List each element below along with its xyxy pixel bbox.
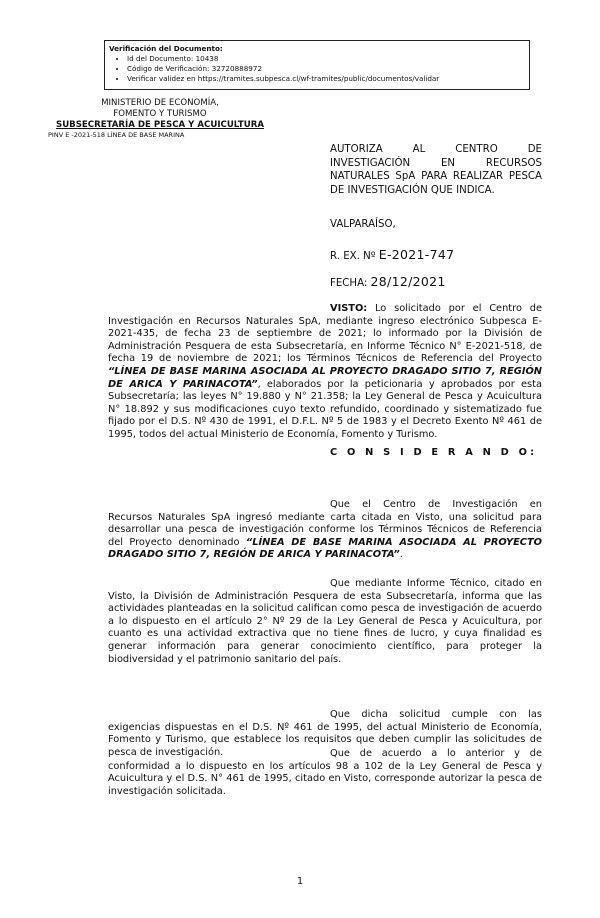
visto-text-1: Lo solicitado por el Centro de Investigación en Recursos Naturales SpA, mediante ingreso electrónico Subpesca E-2021-435, de fecha 23 de septiembre de 2021; lo informado por la División de Administración Pesquera de esta Subsecretaría, en Informe Técnico N° E-2021-518, de fecha 19 de noviembre de 2021; los Términos Técnicos de Referencia del Proyecto bbox=[108, 303, 542, 365]
considerando-1-text-b: . bbox=[399, 549, 403, 561]
subsecretaria-title: SUBSECRETARÍA DE PESCA Y ACUICULTURA bbox=[56, 120, 264, 130]
considerando-title: C O N S I D E R A N D O: bbox=[330, 447, 538, 458]
verification-list bbox=[109, 54, 525, 84]
verification-box bbox=[104, 40, 530, 90]
document-reference: PINV E -2021-518 LÍNEA DE BASE MARINA bbox=[48, 131, 185, 139]
considerando-4-text: Que de acuerdo a lo anterior y de conformidad a lo dispuesto en los artículos 98 a 102 de la Ley General de Pesca y Acuicultura y el D.S. N° 461 de 1995, citado en Visto, corresponde autorizar la pesca de investigación solicitada. bbox=[108, 748, 542, 797]
resolution-number bbox=[330, 248, 542, 264]
ministry-header bbox=[40, 98, 280, 140]
visto-label: VISTO: bbox=[330, 303, 368, 314]
considerando-2-text: Que mediante Informe Técnico, citado en Visto, la División de Administración Pesquera de esta Subsecretaría, informa que las actividades planteadas en la solicitud califican como pesca de investigación de acuerdo a lo dispuesto en el artículo 2° Nº 29 de la Ley General de Pesca y Acuicultura, por cuanto es una actividad extractiva que no tiene fines de lucro, y cuya finalidad es generar información para generar conocimiento científico, para proteger la biodiversidad y el patrimonio sanitario del país. bbox=[108, 578, 542, 665]
ministry-line1: MINISTERIO DE ECONOMÍA, bbox=[101, 98, 219, 108]
considerando-paragraph-1 bbox=[108, 499, 542, 562]
resolution-subject: AUTORIZA AL CENTRO DE INVESTIGACIÓN EN RECURSOS NATURALES SpA PARA REALIZAR PESCA DE INVESTIGACIÓN QUE INDICA. bbox=[330, 144, 542, 196]
resolution-date bbox=[330, 275, 542, 291]
ministry-line2: FOMENTO Y TURISMO bbox=[113, 109, 207, 119]
visto-paragraph bbox=[108, 303, 542, 442]
verification-id: • Id del Documento: 10438 bbox=[127, 54, 525, 64]
verification-link[interactable]: • Verificar validez en https://tramites.subpesca.cl/wf-tramites/public/documentos/validar bbox=[127, 74, 525, 84]
considerando-3-text: Que dicha solicitud cumple con las exigencias dispuestas en el D.S. Nº 461 de 1995, del actual Ministerio de Economía, Fomento y Turismo, que establece los requisitos que deben cumplir las solicitudes de pesca de investigación. bbox=[108, 709, 542, 758]
page-number: 1 bbox=[296, 876, 304, 887]
fecha-date: 28/12/2021 bbox=[370, 274, 446, 289]
verification-code: • Código de Verificación: 32720888972 bbox=[127, 64, 525, 74]
considerando-paragraph-2 bbox=[108, 578, 542, 666]
place: VALPARAÍSO, bbox=[330, 219, 396, 230]
verification-title: Verificación del Documento: bbox=[109, 44, 223, 53]
considerando-paragraph-4 bbox=[108, 748, 542, 798]
considerando-1-project: “LÍNEA DE BASE MARINA ASOCIADA AL PROYECTO DRAGADO SITIO 7, REGIÓN DE ARICA Y PARINACOTA” bbox=[108, 536, 542, 561]
visto-project: “LÍNEA DE BASE MARINA ASOCIADA AL PROYECTO DRAGADO SITIO 7, REGIÓN DE ARICA Y PARINACOTA” bbox=[108, 365, 542, 390]
visto-text-2: , elaborados por la peticionaria y aprobados por esta Subsecretaría; las leyes N° 19.880 y N° 21.358; la Ley General de Pesca y Acuicultura N° 18.892 y sus modificaciones cuyo texto refundido, coordinado y sistematizado fue fijado por el D.S. Nº 430 de 1991, el D.F.L. Nº 5 de 1983 y el Decreto Exento Nº 461 de 1995, todos del actual Ministerio de Economía, Fomento y Turismo. bbox=[108, 378, 542, 440]
considerando-1-text-a: Que el Centro de Investigación en Recursos Naturales SpA ingresó mediante carta citada en Visto, una solicitud para desarrollar una pesca de investigación conforme los Términos Técnicos de Referencia del Proyecto denominado bbox=[108, 499, 542, 548]
rex-label: R. EX. Nº bbox=[330, 251, 376, 262]
rex-number: E-2021-747 bbox=[378, 247, 455, 262]
fecha-label: FECHA: bbox=[330, 278, 368, 289]
